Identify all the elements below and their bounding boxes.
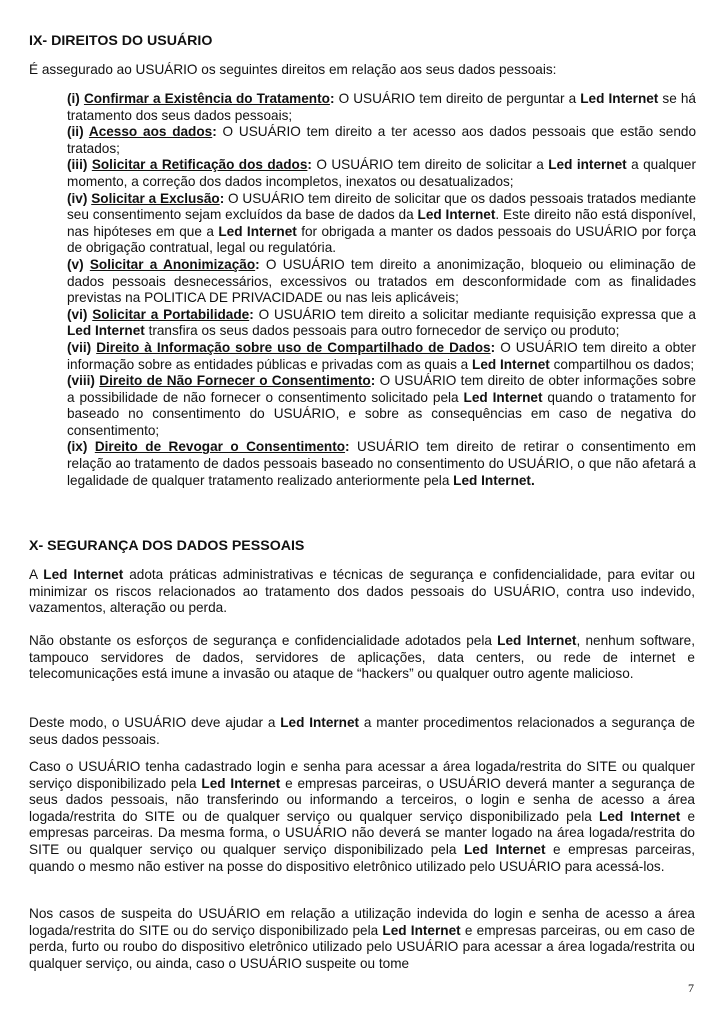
right-item (67, 124, 696, 157)
text-run: O USUÁRIO tem direito de solicitar que os dados pessoais tratados mediante seu consentimento sejam excluídos da base de dados da (67, 190, 697, 223)
right-number: (v) (67, 256, 84, 272)
right-separator: : (307, 157, 312, 173)
section-intro: É assegurado ao USUÁRIO os seguintes direitos em relação aos seus dados pessoais: (29, 62, 557, 77)
security-paragraph (29, 715, 695, 748)
right-separator: : (329, 91, 335, 106)
right-separator: : (370, 373, 376, 389)
right-title: Solicitar a Anonimização (89, 256, 256, 272)
company-name: Led Internet (417, 207, 496, 223)
text-run: , nenhum software, tampouco servidores de dados, servidores de aplicações, data centers, ou rede de internet e telecomunicações está imune a invasão ou ataque de “hackers” ou qualquer outro agente malicioso. (29, 633, 695, 682)
text-run: O USUÁRIO tem direito de perguntar a (338, 91, 581, 106)
company-name: Led Internet (463, 841, 546, 857)
right-title: Direito de Não Fornecer o Consentimento (99, 373, 371, 389)
text-run: Caso o USUÁRIO tenha cadastrado login e senha para acessar a área logada/restrita do SITE ou qualquer serviço disponibilizado pela (29, 759, 695, 791)
right-item (67, 439, 696, 489)
right-label (67, 124, 217, 139)
right-number: (i) (67, 91, 80, 106)
text-run: quando o tratamento for baseado no consentimento do USUÁRIO, e sobre as consequências em caso de negativa do consentimento; (67, 389, 696, 438)
company-name: Led Internet (67, 323, 145, 339)
rights-list (67, 91, 696, 489)
right-separator: : (249, 306, 254, 322)
company-name: Led Internet (497, 633, 577, 648)
text-run: e empresas parceiras, quando o mesmo não estiver na posse do dispositivo eletrônico utilizado pelo USUÁRIO para acessá-los. (29, 841, 695, 874)
right-separator: : (490, 339, 496, 355)
text-run: O USUÁRIO tem direito de solicitar a (316, 157, 549, 173)
right-number: (ii) (67, 124, 84, 140)
right-item (67, 307, 696, 340)
right-label (67, 340, 495, 355)
company-name: Led Internet (580, 91, 659, 106)
text-run: e empresas parceiras. Da mesma forma, o USUÁRIO não deverá se manter logado na área logada/restrita do SITE ou qualquer serviço ou qualquer serviço disponibilizado pela (29, 808, 696, 857)
text-run: O USUÁRIO tem direito a solicitar mediante requisição expressa que a (258, 306, 696, 322)
right-item (67, 257, 696, 307)
company-name: Led Internet (599, 808, 681, 824)
text-run: O USUÁRIO tem direito a ter acesso aos dados pessoais que estão sendo tratados; (67, 124, 697, 156)
right-label (67, 307, 254, 322)
text-run: a qualquer momento, a correção dos dados incompletos, inexatos ou desatualizados; (67, 157, 696, 189)
text-run: Nos casos de suspeita do USUÁRIO em relação a utilização indevida do login e senha de acesso a área logada/restrita do SITE ou do serviço disponibilizado pela (29, 906, 695, 938)
right-label (67, 373, 375, 388)
security-paragraph (29, 567, 695, 617)
right-title: Direito à Informação sobre uso de Compartilhado de Dados (96, 339, 491, 355)
text-run: Não obstante os esforços de segurança e confidencialidade adotados pela (29, 633, 498, 648)
right-item (67, 340, 696, 373)
right-label (67, 257, 260, 272)
text-run: a manter procedimentos relacionados a segurança de seus dados pessoais. (29, 715, 695, 747)
right-label (67, 191, 224, 206)
right-number: (ix) (67, 439, 88, 455)
right-separator: : (212, 124, 217, 140)
security-paragraph (29, 633, 695, 683)
section-heading-data-security: X- SEGURANÇA DOS DADOS PESSOAIS (29, 538, 305, 554)
right-number: (viii) (67, 373, 95, 389)
right-separator: : (219, 190, 225, 206)
right-item (67, 91, 696, 124)
company-name: Led Internet. (453, 472, 535, 488)
security-paragraph (29, 906, 695, 972)
text-run: se há tratamento dos seus dados pessoais; (67, 91, 696, 123)
right-item (67, 191, 696, 257)
company-name: Led internet (548, 157, 627, 173)
right-separator: : (345, 439, 350, 455)
right-number: (vii) (67, 339, 92, 355)
right-number: (iv) (67, 190, 88, 206)
company-name: Led Internet (472, 356, 550, 372)
right-title: Direito de Revogar o Consentimento (94, 439, 346, 455)
text-run: adota práticas administrativas e técnicas de segurança e confidencialidade, para evitar ou minimizar os riscos relacionados ao tratamento dos dados pessoais do USUÁRIO, contra uso indevido, vazamentos, alteração ou perda. (29, 567, 696, 616)
right-title: Acesso aos dados (88, 124, 213, 140)
company-name: Led Internet (218, 223, 297, 239)
right-separator: : (255, 256, 260, 272)
text-run: e empresas parceiras, ou em caso de perda, furto ou roubo do dispositivo eletrônico utilizado pelo USUÁRIO para acessar a área logada/restrita ou qualquer serviço, ou ainda, caso o USUÁRIO suspeite ou tome (29, 922, 695, 971)
right-title: Solicitar a Portabilidade (92, 306, 250, 322)
company-name: Led Internet (43, 567, 124, 582)
text-run: O USUÁRIO tem direito a obter informação sobre as entidades públicas e privadas com as quais a (67, 339, 697, 372)
text-run: O USUÁRIO tem direito a anonimização, bloqueio ou eliminação de dados pessoais desnecessários, excessivos ou tratados em desconformidade com as finalidades previstas na POLITICA DE PRIVACIDADE ou nas leis aplicáveis; (67, 256, 696, 306)
right-label (67, 439, 350, 454)
right-item (67, 157, 696, 190)
right-label (67, 157, 312, 172)
security-paragraph (29, 759, 695, 875)
company-name: Led Internet (463, 389, 543, 405)
text-run: transfira os seus dados pessoais para outro fornecedor de serviço ou produto; (144, 323, 620, 339)
text-run: Deste modo, o USUÁRIO deve ajudar a (29, 715, 281, 730)
company-name: Led Internet (280, 715, 360, 730)
text-run: O USUÁRIO tem direito de obter informações sobre a possibilidade de não fornecer o consentimento solicitado pela (67, 373, 696, 405)
right-number: (vi) (67, 306, 88, 322)
right-item (67, 373, 696, 439)
text-run: USUÁRIO tem direito de retirar o consentimento em relação ao tratamento de dados pessoais baseado no consentimento do USUÁRIO, o que não afetará a legalidade de qualquer tratamento realizado anteriormente pela (67, 439, 696, 488)
company-name: Led Internet (201, 775, 281, 791)
text-run: compartilhou os dados; (549, 356, 695, 372)
right-title: Confirmar a Existência do Tratamento (83, 91, 330, 106)
text-run: A (29, 567, 44, 582)
section-heading-user-rights: IX- DIREITOS DO USUÁRIO (29, 33, 213, 49)
right-label (67, 91, 334, 106)
company-name: Led Internet (382, 922, 461, 938)
text-run: e empresas parceiras, o USUÁRIO deverá manter a segurança de seus dados pessoais, não transferindo ou informando a terceiros, o login e senha de acesso a área logada/restrita do SITE ou de qualquer serviço ou qualquer serviço disponibilizado pela (29, 775, 695, 824)
page-number: 7 (688, 981, 694, 995)
right-title: Solicitar a Retificação dos dados (91, 157, 308, 173)
right-title: Solicitar a Exclusão (91, 190, 220, 206)
text-run: . Este direito não está disponível, nas hipóteses em que a (67, 207, 697, 239)
right-number: (iii) (67, 157, 88, 173)
text-run: for obrigada a manter os dados pessoais do USUÁRIO por força de obrigação contratual, legal ou regulatória. (67, 223, 697, 256)
